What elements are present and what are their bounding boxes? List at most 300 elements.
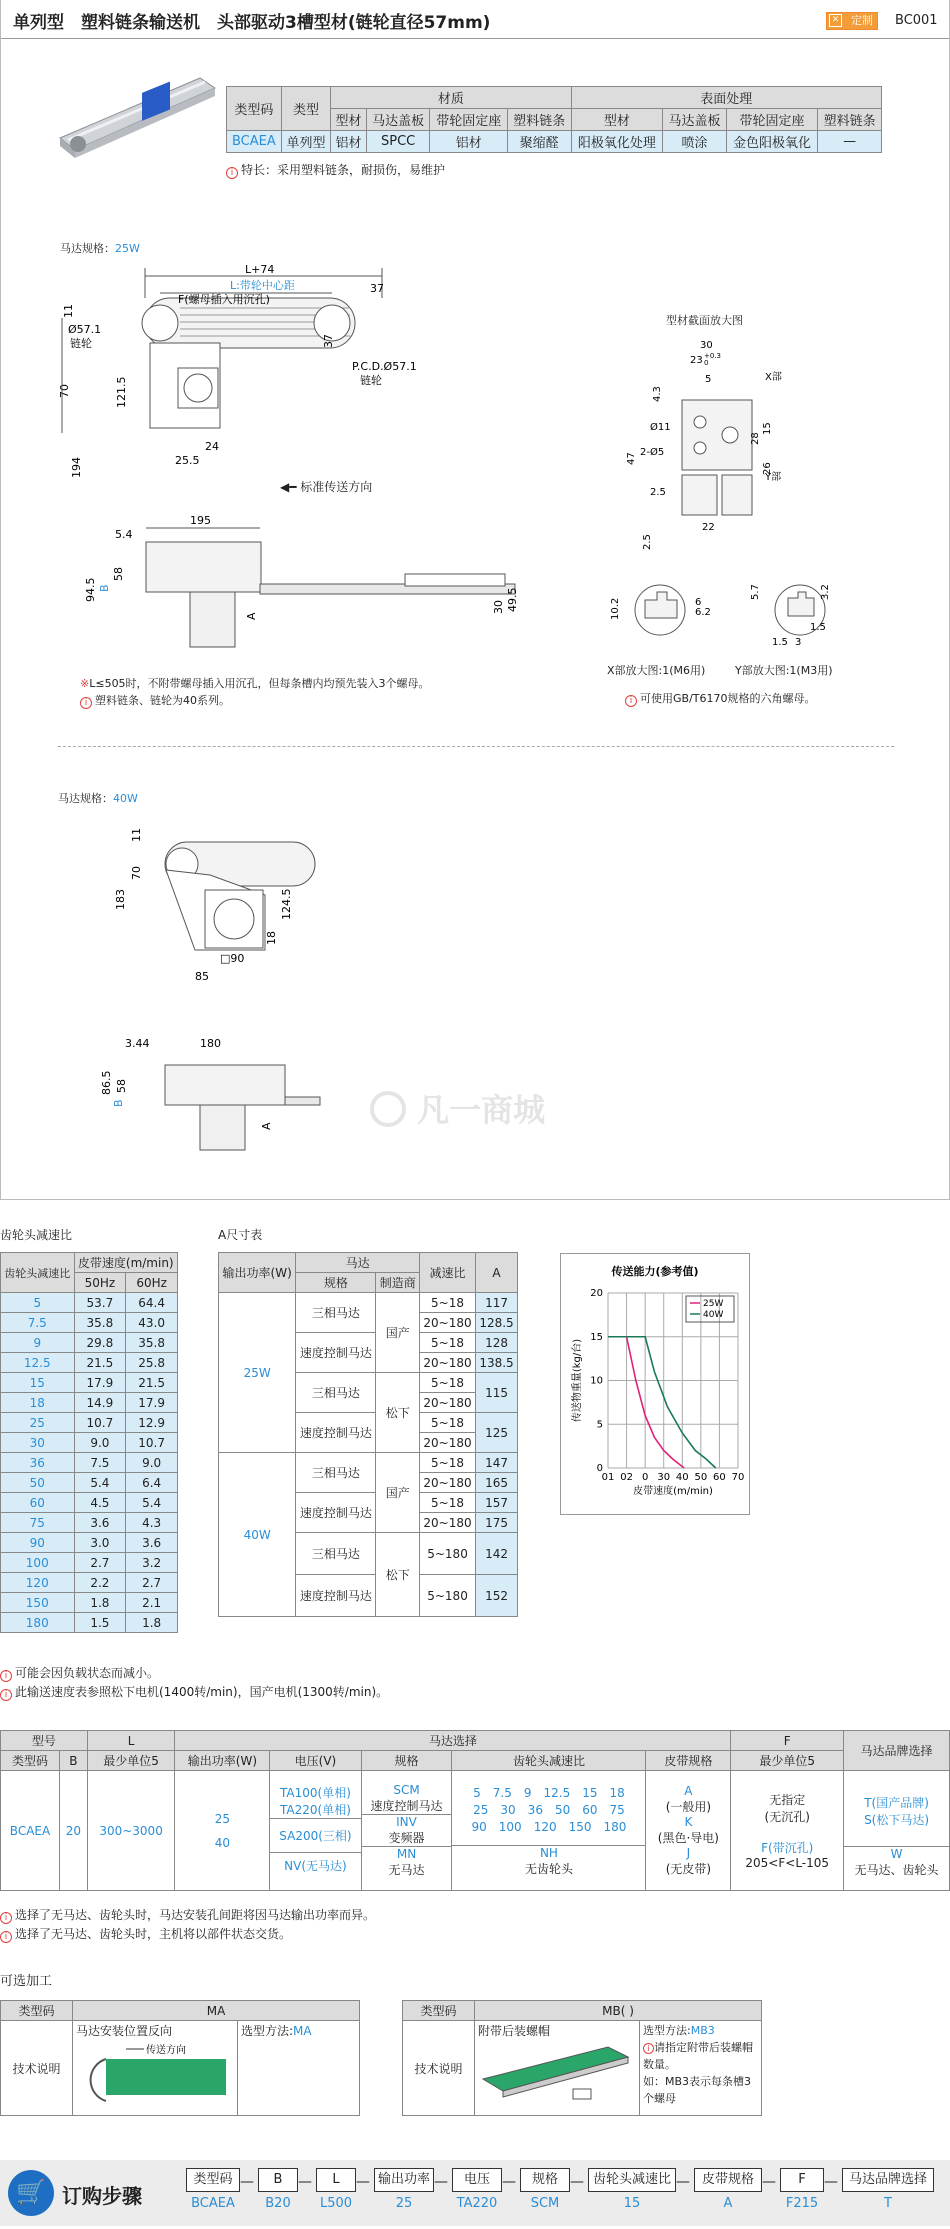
cell: 三相马达 <box>296 1373 376 1413</box>
cell: 喷涂 <box>663 131 727 153</box>
spec-table <box>0 1730 950 1891</box>
th-sub: 马达盖板 <box>366 109 430 131</box>
d40-70: 70 <box>130 866 143 880</box>
order-sep: — <box>502 2174 516 2190</box>
th-sub: 塑料链条 <box>818 109 882 131</box>
th-ratio: 减速比 <box>420 1253 476 1293</box>
order-value-5: SCM <box>530 2196 560 2211</box>
d40-865: 86.5 <box>100 1070 113 1095</box>
cell: 29.8 <box>74 1333 126 1353</box>
th-sub: 型材 <box>331 109 367 131</box>
cell: 165 <box>476 1473 518 1493</box>
th-spec: 规格 <box>361 1751 452 1771</box>
order-value-4: TA220 <box>456 2196 498 2211</box>
dim-l74: L+74 <box>245 263 275 276</box>
sec-23: 23 <box>690 355 703 366</box>
cell: 100 <box>1 1553 75 1573</box>
table-row <box>1 1493 178 1513</box>
d40-183: 183 <box>114 889 127 910</box>
table-row <box>1 1353 178 1373</box>
a-table <box>218 1252 518 1617</box>
cell: 5~180 <box>420 1533 476 1575</box>
y-tick-label: 5 <box>596 1419 603 1431</box>
cell-brand: T(国产品牌) S(松下马达) W 无马达、齿轮头 <box>844 1771 950 1891</box>
cell-volt: TA100(单相) TA220(单相) SA200(三相) NV(无马达) <box>270 1771 361 1891</box>
table-row <box>1 1573 178 1593</box>
cell: 60 <box>1 1493 75 1513</box>
order-sep: — <box>356 2174 370 2190</box>
legend-label: 25W <box>703 1299 724 1309</box>
info-icon: i <box>643 2043 654 2054</box>
cell: 147 <box>476 1453 518 1473</box>
info-icon: i <box>0 1670 12 1682</box>
option-mb-table <box>402 2000 762 2116</box>
th-b: B <box>60 1751 88 1771</box>
y-tick-label: 15 <box>590 1331 603 1343</box>
order-title: 订购步骤 <box>62 2184 142 2208</box>
cell: 3.6 <box>74 1513 126 1533</box>
section-title: 型材截面放大图 <box>666 314 743 327</box>
dim-11: 11 <box>62 304 75 318</box>
table-row <box>1 1313 178 1333</box>
chart-title: 传送能力(参考值) <box>611 1265 699 1278</box>
th-mb: MB( ) <box>475 2001 762 2021</box>
th-maker: 制造商 <box>376 1273 420 1293</box>
d40-90: □90 <box>220 952 245 965</box>
cell: 铝材 <box>331 131 367 153</box>
th-code: 类型码 <box>403 2001 475 2021</box>
th-belt: 皮带规格 <box>646 1751 731 1771</box>
table-row <box>1 1373 178 1393</box>
y-caption: Y部放大图:1(M3用) <box>735 664 833 677</box>
cell: 聚缩醛 <box>508 131 572 153</box>
dim-54: 5.4 <box>115 528 133 541</box>
order-step-1: B <box>258 2168 298 2192</box>
dim-30: 30 <box>492 600 505 614</box>
cell: 5~18 <box>420 1413 476 1433</box>
cell: 128 <box>476 1333 518 1353</box>
cell: 1.8 <box>126 1613 178 1633</box>
order-step-0: 类型码 <box>186 2168 240 2192</box>
y-tick-label: 20 <box>590 1288 603 1299</box>
dim-70: 70 <box>58 384 71 398</box>
th-speed: 皮带速度(m/min) <box>74 1253 177 1273</box>
x-tick-label: 60 <box>713 1472 726 1483</box>
order-sep: — <box>762 2174 776 2190</box>
info-icon: i <box>0 1931 12 1943</box>
th-brand: 马达品牌选择 <box>844 1731 950 1771</box>
cell: 20~180 <box>420 1513 476 1533</box>
cell: 5.4 <box>74 1473 126 1493</box>
arrow-left-icon: ◀━ <box>280 480 301 494</box>
dim-495: 49.5 <box>506 587 519 612</box>
xd-6: 6 <box>695 597 702 608</box>
a-table-title: A尺寸表 <box>218 1228 263 1242</box>
cell: 1.8 <box>74 1593 126 1613</box>
th-typecode: 类型码 <box>227 87 282 131</box>
order-sep: — <box>298 2174 312 2190</box>
order-sep: — <box>676 2174 690 2190</box>
order-value-1: B20 <box>265 2196 291 2211</box>
cell-tech: 技术说明 <box>403 2021 475 2116</box>
cell: 3.2 <box>126 1553 178 1573</box>
cell: 6.4 <box>126 1473 178 1493</box>
yd-32: 3.2 <box>820 584 831 600</box>
cell: 铝材 <box>430 131 508 153</box>
cell: 17.9 <box>126 1393 178 1413</box>
cell: 157 <box>476 1493 518 1513</box>
d40-a: A <box>260 1122 273 1130</box>
th-sub: 型材 <box>571 109 663 131</box>
cell: 速度控制马达 <box>296 1575 376 1617</box>
custom-label: 定制 <box>851 14 873 27</box>
cell: 2.2 <box>74 1573 126 1593</box>
th-60hz: 60Hz <box>126 1273 178 1293</box>
dim-194: 194 <box>70 457 83 478</box>
sec-43: 4.3 <box>652 386 663 402</box>
dim-1215: 121.5 <box>115 376 128 408</box>
cell: 21.5 <box>126 1373 178 1393</box>
yd-15: 1.5 <box>772 637 788 648</box>
th-f: F <box>731 1731 844 1751</box>
th-ratio: 齿轮头减速比 <box>1 1253 75 1293</box>
dim-f: F(螺母插入用沉孔) <box>178 293 270 306</box>
cell: 9.0 <box>74 1433 126 1453</box>
dim-b: B <box>98 584 111 592</box>
cell: 120 <box>1 1573 75 1593</box>
cart-icon: 🛒 <box>8 2170 54 2216</box>
sec-22: 22 <box>702 522 715 533</box>
cell: 9 <box>1 1333 75 1353</box>
cell: 152 <box>476 1575 518 1617</box>
custom-icon: ✕ <box>829 14 842 27</box>
cell: 35.8 <box>126 1333 178 1353</box>
order-step-3: 输出功率 <box>374 2168 434 2192</box>
th-motor: 马达 <box>296 1253 420 1273</box>
table-row <box>1 1513 178 1533</box>
d40-1245: 124.5 <box>280 888 293 920</box>
cell-tech: 技术说明 <box>1 2021 73 2116</box>
cell: 5~18 <box>420 1493 476 1513</box>
dim-195: 195 <box>190 514 211 527</box>
th-power: 输出功率(W) <box>175 1751 270 1771</box>
cell: 90 <box>1 1533 75 1553</box>
cell: 3.6 <box>126 1533 178 1553</box>
cell: 36 <box>1 1453 75 1473</box>
cell: 7.5 <box>1 1313 75 1333</box>
cell: 国产 <box>376 1453 420 1533</box>
watermark: 凡一商城 <box>370 1085 545 1131</box>
legend-label: 40W <box>703 1310 724 1320</box>
x-axis-label: 皮带速度(m/min) <box>633 1486 713 1497</box>
table-row <box>1 1433 178 1453</box>
th-volt: 电压(V) <box>270 1751 361 1771</box>
x-tick-label: 02 <box>620 1472 633 1483</box>
th-power: 输出功率(W) <box>219 1253 296 1293</box>
th-50hz: 50Hz <box>74 1273 126 1293</box>
gear-ratio-title: 齿轮头减速比 <box>0 1228 73 1242</box>
order-value-0: BCAEA <box>191 2196 235 2211</box>
cell: 3.0 <box>74 1533 126 1553</box>
cell-l: 300~3000 <box>87 1771 175 1891</box>
cell: 25.8 <box>126 1353 178 1373</box>
note-gb: i 可使用GB/T6170规格的六角螺母。 <box>625 690 816 707</box>
cell: 4.5 <box>74 1493 126 1513</box>
cell: SPCC <box>366 131 430 153</box>
cell: 12.9 <box>126 1413 178 1433</box>
x-tick-label: 30 <box>657 1472 671 1483</box>
cell: 2.7 <box>74 1553 126 1573</box>
y-tick-label: 0 <box>596 1463 603 1474</box>
sec-11: Ø11 <box>650 422 671 433</box>
capacity-chart <box>560 1253 750 1515</box>
dim-571: Ø57.1 <box>68 323 102 336</box>
option-ma-table <box>0 2000 360 2116</box>
cell: 175 <box>476 1513 518 1533</box>
cell: 138.5 <box>476 1353 518 1373</box>
th-ma: MA <box>73 2001 360 2021</box>
cell: 150 <box>1 1593 75 1613</box>
sec-xp: X部 <box>765 372 782 383</box>
cell: 2.1 <box>126 1593 178 1613</box>
cell: 2.7 <box>126 1573 178 1593</box>
th-material: 材质 <box>331 87 571 109</box>
x-tick-label: 50 <box>694 1472 708 1483</box>
cell: 20~180 <box>420 1313 476 1333</box>
x-tick-label: 70 <box>731 1472 745 1483</box>
th-lmin: 最少单位5 <box>87 1751 175 1771</box>
cell: 4.3 <box>126 1513 178 1533</box>
mb-illustration <box>478 2039 633 2105</box>
table-row <box>1 1393 178 1413</box>
cell: 5~18 <box>420 1333 476 1353</box>
th-model: 型号 <box>1 1731 88 1751</box>
cell: 松下 <box>376 1533 420 1617</box>
cell: 43.0 <box>126 1313 178 1333</box>
cell: 53.7 <box>74 1293 126 1313</box>
cell: 阳极氧化处理 <box>571 131 663 153</box>
dim-sprocket: 链轮 <box>70 337 92 350</box>
xd-62: 6.2 <box>695 607 711 618</box>
table-row <box>1 1333 178 1353</box>
ma-illustration <box>76 2039 231 2105</box>
cell: 12.5 <box>1 1353 75 1373</box>
order-step-6: 齿轮头减速比 <box>588 2168 676 2192</box>
svg-text:传送方向: 传送方向 <box>146 2045 186 2056</box>
x-caption: X部放大图:1(M6用) <box>607 664 706 677</box>
cell: 速度控制马达 <box>296 1333 376 1373</box>
cell: 三相马达 <box>296 1533 376 1575</box>
cell: 142 <box>476 1533 518 1575</box>
cell-ma-desc: 马达安装位置反向 传送方向 <box>73 2021 238 2116</box>
cell: 14.9 <box>74 1393 126 1413</box>
sec-30: 30 <box>700 340 713 351</box>
cell: 国产 <box>376 1293 420 1373</box>
info-icon: i <box>0 1912 12 1924</box>
cell: 20~180 <box>420 1353 476 1373</box>
info-icon: i <box>625 695 637 707</box>
cell: 7.5 <box>74 1453 126 1473</box>
th-fmin: 最少单位5 <box>731 1751 844 1771</box>
cell: 75 <box>1 1513 75 1533</box>
table-row <box>1 1593 178 1613</box>
cell-power: 25 40 <box>175 1771 270 1891</box>
cell: 25 <box>1 1413 75 1433</box>
cell: BCAEA <box>227 131 282 153</box>
direction-label: ◀━ 标准传送方向 <box>280 480 373 494</box>
th-ratio: 齿轮头减速比 <box>452 1751 646 1771</box>
cell: 125 <box>476 1413 518 1453</box>
page-code: BC001 <box>895 13 938 28</box>
cell: 50 <box>1 1473 75 1493</box>
cell-spec: SCM 速度控制马达 INV 变频器 MN 无马达 <box>361 1771 452 1891</box>
th-spec: 规格 <box>296 1273 376 1293</box>
cell: 松下 <box>376 1373 420 1453</box>
th-a: A <box>476 1253 518 1293</box>
d40-344: 3.44 <box>125 1037 150 1050</box>
cell: — <box>818 131 882 153</box>
cell: 速度控制马达 <box>296 1493 376 1533</box>
cell: 21.5 <box>74 1353 126 1373</box>
th-sub: 带轮固定座 <box>726 109 818 131</box>
table-row <box>1 1413 178 1433</box>
cell-ratio: 5 7.5 9 12.5 15 18 25 30 36 50 60 75 90 100 120 150 180 NH 无齿轮头 <box>452 1771 646 1891</box>
table-row <box>1 1293 178 1313</box>
cell: 1.5 <box>74 1613 126 1633</box>
order-value-2: L500 <box>319 2196 353 2211</box>
sec-yp: Y部 <box>765 472 782 483</box>
cell: 17.9 <box>74 1373 126 1393</box>
sec-47: 47 <box>626 452 637 465</box>
cell: 9.0 <box>126 1453 178 1473</box>
cell: 金色阳极氧化 <box>726 131 818 153</box>
order-sep: — <box>824 2174 838 2190</box>
cell: 5~180 <box>420 1575 476 1617</box>
cell: 20~180 <box>420 1433 476 1453</box>
dim-37b: 37 <box>322 334 335 348</box>
order-step-7: 皮带规格 <box>694 2168 762 2192</box>
asterisk-icon: ※ <box>80 677 90 690</box>
table-row <box>1 1553 178 1573</box>
y-axis-label: 传送物重量(kg/台) <box>572 1338 583 1423</box>
options-title: 可选加工 <box>0 1974 53 1989</box>
dim-pcd: P.C.D.Ø57.1 <box>352 360 417 373</box>
cell: 115 <box>476 1373 518 1413</box>
order-value-8: F215 <box>785 2196 819 2211</box>
cell-ma-sel: 选型方法:MA <box>238 2021 360 2116</box>
th-sub: 塑料链条 <box>508 109 572 131</box>
cell-typecode: BCAEA <box>1 1771 60 1891</box>
series-line-25W <box>608 1337 684 1468</box>
gear-ratio-table <box>0 1252 178 1633</box>
yd-3: 3 <box>795 637 802 648</box>
cell: 10.7 <box>126 1433 178 1453</box>
d40-85: 85 <box>195 970 209 983</box>
order-value-9: T <box>884 2196 892 2211</box>
cell: 5.4 <box>126 1493 178 1513</box>
cell: 35.8 <box>74 1313 126 1333</box>
cell-f: 无指定 (无沉孔) F(带沉孔) 205<F<L-105 <box>731 1771 844 1891</box>
th-type: 类型 <box>281 87 331 131</box>
d40-18: 18 <box>265 931 278 945</box>
sec-5: 5 <box>705 374 712 385</box>
sec-2r5: 2-Ø5 <box>640 447 665 458</box>
notes-spec: i 选择了无马达、齿轮头时，马达安装孔间距将因马达输出功率而异。 i 选择了无马达、齿轮头时，主机将以部件状态交货。 <box>0 1906 375 1944</box>
th-sub: 带轮固定座 <box>430 109 508 131</box>
info-icon: i <box>226 167 238 179</box>
table-row <box>1 1613 178 1633</box>
cell: 15 <box>1 1373 75 1393</box>
order-step-2: L <box>316 2168 356 2192</box>
d40-b: B <box>112 1099 125 1107</box>
motor-25-label: 马达规格：25W <box>60 242 140 255</box>
motor-40-label: 马达规格：40W <box>58 792 138 805</box>
cell: 20~180 <box>420 1393 476 1413</box>
cell-b: 20 <box>60 1771 88 1891</box>
cell: 三相马达 <box>296 1293 376 1333</box>
notes-25: ※L≤505时，不附带螺母插入用沉孔，但每条槽内均预先装入3个螺母。 i 塑料链条、链轮为40系列。 <box>80 677 430 708</box>
xd-102: 10.2 <box>610 597 621 620</box>
sec-28: 28 <box>750 432 761 445</box>
dim-24: 24 <box>205 440 219 453</box>
page-title: 单列型 塑料链条输送机 头部驱动3槽型材(链轮直径57mm) <box>13 13 491 33</box>
dim-a: A <box>245 612 258 620</box>
dim-945: 94.5 <box>84 577 97 602</box>
sec-25a: 2.5 <box>650 487 666 498</box>
cell: 单列型 <box>281 131 331 153</box>
cell: 20~180 <box>420 1473 476 1493</box>
cell: 5 <box>1 1293 75 1313</box>
cell-belt: A (一般用) K (黑色·导电) J (无皮带) <box>646 1771 731 1891</box>
x-tick-label: 0 <box>641 1472 649 1483</box>
sec-15: 15 <box>762 422 773 435</box>
info-icon: i <box>80 697 92 709</box>
dim-pcd-s: 链轮 <box>360 374 382 387</box>
cell: 117 <box>476 1293 518 1313</box>
d40-58: 58 <box>115 1079 128 1093</box>
order-value-6: 15 <box>623 2196 641 2211</box>
th-typecode: 类型码 <box>1 1751 60 1771</box>
cell: 5~18 <box>420 1453 476 1473</box>
order-step-4: 电压 <box>452 2168 502 2192</box>
cell: 180 <box>1 1613 75 1633</box>
order-step-5: 规格 <box>520 2168 570 2192</box>
cell: 5~18 <box>420 1293 476 1313</box>
cell-power: 40W <box>219 1453 296 1617</box>
order-step-8: F <box>780 2168 824 2192</box>
cell: 30 <box>1 1433 75 1453</box>
order-sep: — <box>434 2174 448 2190</box>
cell: 5~18 <box>420 1373 476 1393</box>
cell: 三相马达 <box>296 1453 376 1493</box>
th-sub: 马达盖板 <box>663 109 727 131</box>
table-row <box>1 1533 178 1553</box>
info-icon: i <box>0 1689 12 1701</box>
table-row <box>1 1473 178 1493</box>
dim-255: 25.5 <box>175 454 200 467</box>
d40-180: 180 <box>200 1037 221 1050</box>
sec-25b: 2.5 <box>642 534 653 550</box>
d40-11: 11 <box>130 828 143 842</box>
yd-57: 5.7 <box>750 584 761 600</box>
x-tick-label: 01 <box>601 1472 615 1483</box>
cell: 64.4 <box>126 1293 178 1313</box>
order-value-7: A <box>723 2196 733 2211</box>
cell-mb-sel: 选型方法:MB3 i 请指定附带后装螺帽数量。 如：MB3表示每条槽3个螺母 <box>640 2021 762 2116</box>
cell: 速度控制马达 <box>296 1413 376 1453</box>
yd-15c: 1.5 <box>810 622 826 633</box>
dim-37a: 37 <box>370 282 384 295</box>
